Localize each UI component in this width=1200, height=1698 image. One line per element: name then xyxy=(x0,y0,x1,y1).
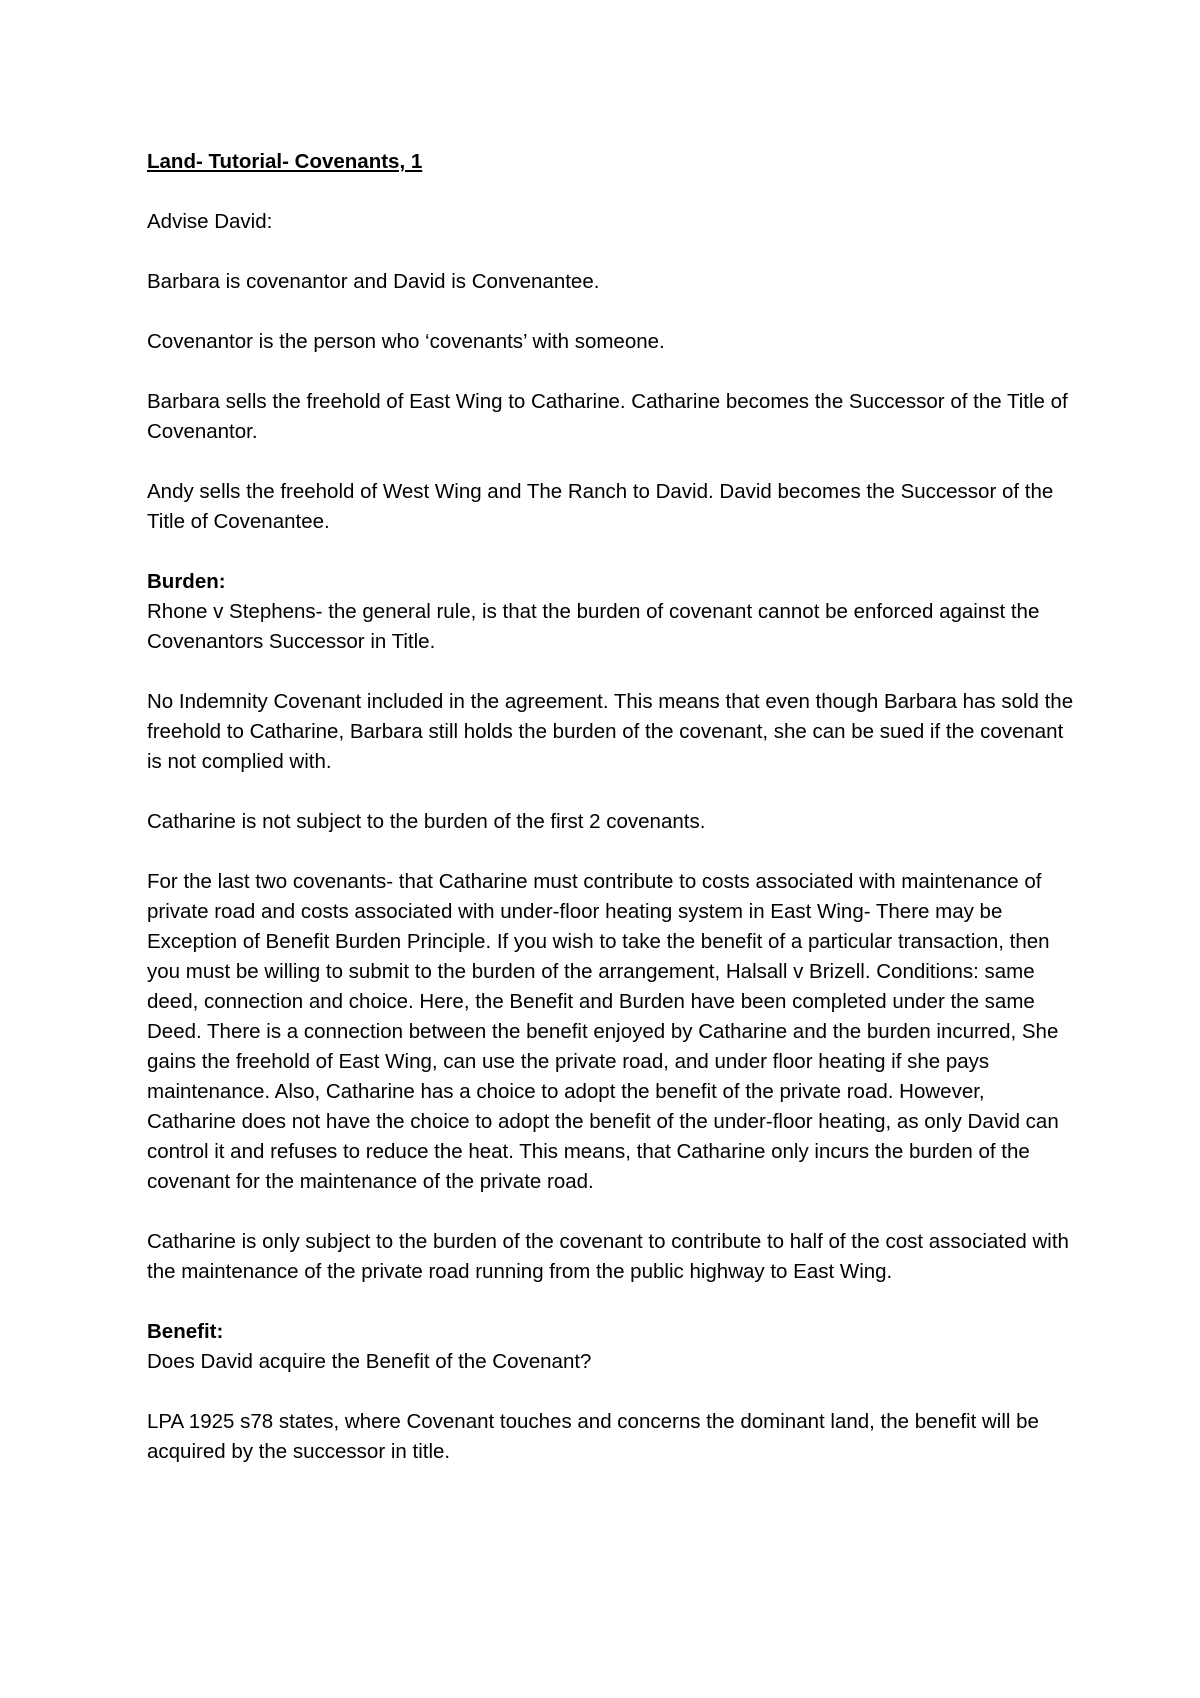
benefit-intro: Does David acquire the Benefit of the Covenant? xyxy=(147,1350,592,1373)
burden-intro: Rhone v Stephens- the general rule, is that the burden of covenant cannot be enforced against the Covenantors Successor in Title. xyxy=(147,600,1040,653)
burden-section xyxy=(147,567,1077,657)
document-body xyxy=(147,147,1077,1497)
paragraph: No Indemnity Covenant included in the agreement. This means that even though Barbara has sold the freehold to Catharine, Barbara still holds the burden of the covenant, she can be sued if the covenant is not complied with. xyxy=(147,690,1074,773)
paragraph: For the last two covenants- that Catharine must contribute to costs associated with maintenance of private road and costs associated with under-floor heating system in East Wing- There may be Exception of Benefit Burden Principle. If you wish to take the benefit of a particular transaction, then you must be willing to submit to the burden of the arrangement, Halsall v Brizell. Conditions: same deed, connection and choice. Here, the Benefit and Burden have been completed under the same Deed. There is a connection between the benefit enjoyed by Catharine and the burden incurred, She gains the freehold of East Wing, can use the private road, and under floor heating if she pays maintenance. Also, Catharine has a choice to adopt the benefit of the private road. However, Catharine does not have the choice to adopt the benefit of the under-floor heating, as only David can control it and refuses to reduce the heat. This means, that Catharine only incurs the burden of the covenant for the maintenance of the private road. xyxy=(147,870,1059,1193)
paragraph: LPA 1925 s78 states, where Covenant touches and concerns the dominant land, the benefit will be acquired by the successor in title. xyxy=(147,1410,1039,1463)
paragraph: Advise David: xyxy=(147,210,273,233)
benefit-heading: Benefit: xyxy=(147,1320,224,1343)
paragraph: Catharine is not subject to the burden of the first 2 covenants. xyxy=(147,810,706,833)
paragraph: Barbara is covenantor and David is Convenantee. xyxy=(147,270,600,293)
paragraph: Barbara sells the freehold of East Wing to Catharine. Catharine becomes the Successor of the Title of Covenantor. xyxy=(147,390,1068,443)
benefit-section xyxy=(147,1317,1077,1377)
title-text: Land- Tutorial- Covenants, 1 xyxy=(147,150,423,173)
burden-heading: Burden: xyxy=(147,570,226,593)
paragraph: Andy sells the freehold of West Wing and The Ranch to David. David becomes the Successor of the Title of Covenantee. xyxy=(147,480,1054,533)
paragraph: Covenantor is the person who ‘covenants’ with someone. xyxy=(147,330,665,353)
document-title xyxy=(147,147,1077,177)
paragraph: Catharine is only subject to the burden of the covenant to contribute to half of the cost associated with the maintenance of the private road running from the public highway to East Wing. xyxy=(147,1230,1069,1283)
